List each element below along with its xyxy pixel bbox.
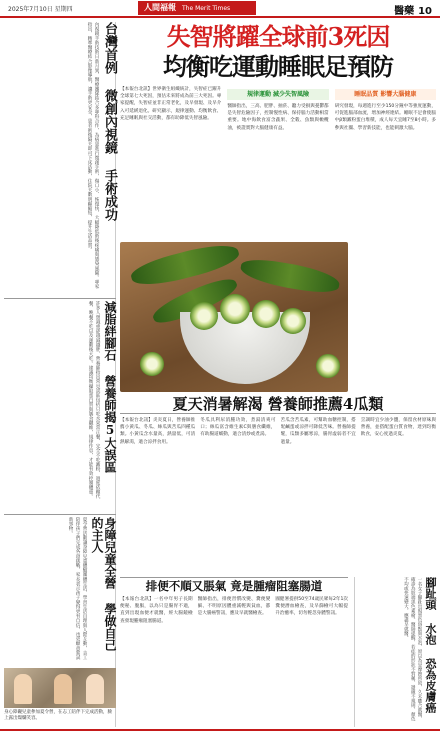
left-article-surgery-body: 內視鏡手術技術日新月異，醫療團隊結合多專科合作，為病患進行微創手術，傷口小、恢復快，大幅降低術後疼痛與感染風險。專家指出，精準醫療結合影像導航，讓手術更安全，患者術後隔天即可下床活動，住院天數明顯縮短，提升生活品質。 [87, 22, 99, 289]
child-figure [14, 674, 32, 704]
cucumber-slice [280, 308, 306, 334]
footer-rule [0, 729, 440, 731]
cucumber-slice [316, 354, 340, 378]
left-article-diet [4, 298, 116, 508]
skin-cancer-body: 一名女子腳趾出現黑色斑點與水泡，原以為是摩擦所致，久未癒合就醫，確診為肢端黑色素瘤。醫師提醒，若痣的形狀不對稱、邊緣不規則、顏色不均或快速變大，應盡早就醫。 [403, 577, 422, 721]
cucumber-slice [252, 300, 280, 328]
cucumber-col-1: 【本報台北訊】炎炎夏日，營養師推薦小黃瓜、冬瓜、絲瓜與苦瓜四種瓜類。小黃瓜含水量高，熱量低，可清熱解渴，適合涼拌食用。 [120, 418, 196, 445]
cucumber-photo [120, 242, 348, 392]
headline-red: 失智將躍全球前3死因 [166, 22, 390, 51]
left-article-diet-body: 許多人想減重卻越減越胖，營養師指出常見誤區包括只吃水果當正餐、完全不吃澱粉、過度依賴代餐、晚餐不吃以及運動後大吃。建議均衡攝取蛋白質與膳食纖維，規律作息，才能有效控制體重。 [88, 301, 100, 499]
skin-cancer-article [354, 577, 436, 727]
camp-photo-caption: 身心障礙兒童參加夏令營，在志工陪伴下完成活動，臉上露出燦爛笑容。 [4, 710, 112, 721]
page-header [0, 0, 440, 18]
main-column [120, 22, 436, 727]
cucumber-shape [239, 255, 342, 296]
dementia-subhead-1: 規律運動 減少失智風險 [227, 89, 328, 100]
left-article-camp-body: 夏令營活動讓身障兒童體驗團體生活，學習生活自理與人際互動，志工陪伴孩子們完成各項挑戰，家長表示孩子變得更有自信，也更願意嘗試新事物。 [68, 517, 87, 660]
bowel-article-title: 排便不順又脹氣 竟是腫瘤阻塞腸道 [120, 577, 348, 593]
bowel-article-body [120, 596, 348, 726]
logo-chinese: 人間福報 [144, 3, 176, 12]
left-article-camp-title: 身障兒童全營 學做自己的主人 [90, 517, 117, 651]
cucumber-col-2: 冬瓜具利尿消腫功效，煮湯清爽可口；絲瓜富含維生素C與膳食纖維，有助腸道蠕動，適合清炒或煮湯。 [200, 418, 276, 438]
left-article-surgery [4, 22, 116, 292]
bowel-col-2: 醫師指出，排便習慣改變、糞便變細、不明原因體重減輕與貧血，都是大腸癌警訊，應及早就醫檢查。 [197, 597, 271, 617]
cucumber-col-3: 苦瓜含苦瓜素，可幫助血糖控制，搭配鹹蛋或涼拌可降低苦味。營養師提醒，瓜類多屬寒涼，腸胃虛弱者不宜過量。 [280, 418, 356, 445]
logo-english: The Merit Times [182, 5, 231, 12]
cucumber-article-title: 夏天消暑解渴 營養師推薦4瓜類 [120, 394, 436, 414]
cucumber-article-body [120, 417, 436, 572]
bowel-col-3: 國健署提供50至74歲民眾每2年1次糞便潛血檢查，及早篩檢可大幅提升治癒率，切勿輕忽身體警訊。 [275, 597, 348, 617]
lead-headline [120, 22, 436, 82]
cucumber-slice [140, 352, 164, 376]
dementia-col-3 [335, 86, 436, 336]
newspaper-logo [138, 1, 256, 15]
skin-cancer-title: 腳趾頭 水泡 恐為皮膚癌 [424, 577, 437, 713]
child-figure [54, 674, 72, 704]
left-article-camp [4, 514, 116, 664]
bowel-col-1: 【本報台北訊】一名中年男子長期便秘、腹脹，以為只是腸胃不適，直到出現血便才就醫，經大腸鏡檢查發現腫瘤阻塞腸道。 [120, 597, 193, 624]
dementia-col-1: 【本報台北訊】世界衛生組織統計，失智症已躍升全球第七大死因，預估未來將成為前三大死因。專家提醒，失智症並非正常老化，及早發現、及早介入可延緩退化。研究顯示，規律運動、均衡飲食、充足睡眠與社交活動，都有助降低失智風險。 [120, 87, 222, 121]
cucumber-slice [220, 294, 250, 324]
issue-date: 2025年7月10日 星期四 [8, 6, 73, 13]
cucumber-col-4: 烹調時宜少油少鹽，保留食材原味與營養，並搭配蛋白質食物，達到均衡飲食，安心度過炎夏。 [360, 418, 436, 438]
left-article-surgery-title: 台灣首例 微創內視鏡 手術成功 [102, 22, 117, 221]
left-column [4, 22, 116, 727]
dementia-subhead-2: 睡眠品質 影響大腦健康 [335, 89, 436, 100]
dementia-col-2-text: 醫師指出，三高、肥胖、抽菸、聽力受損與憂鬱都是失智危險因子，控制慢性病、保持腦力活動相當重要。地中海飲食富含蔬果、全穀、魚類與橄欖油，被證實對大腦健康有益。 [227, 104, 329, 131]
section-name: 醫藥 [394, 6, 415, 17]
left-article-diet-title: 減脂絆腳石 營養師揭5大誤區 [103, 301, 117, 473]
headline-black: 均衡吃運動睡眠足預防 [163, 52, 393, 81]
child-figure [86, 674, 104, 704]
dementia-col-3-text: 研究發現，每週進行至少150分鐘中等強度運動，可促進腦部血流，增加神經連結。睡眠不足會使腦中β類澱粉蛋白堆積，成人每天宜睡7至8小時。多參與社團、學習新技能，也能刺激大腦。 [334, 104, 436, 131]
page-number: 10 [418, 6, 432, 17]
section-label [394, 2, 432, 17]
cucumber-slice [190, 302, 218, 330]
camp-photo [4, 668, 116, 708]
